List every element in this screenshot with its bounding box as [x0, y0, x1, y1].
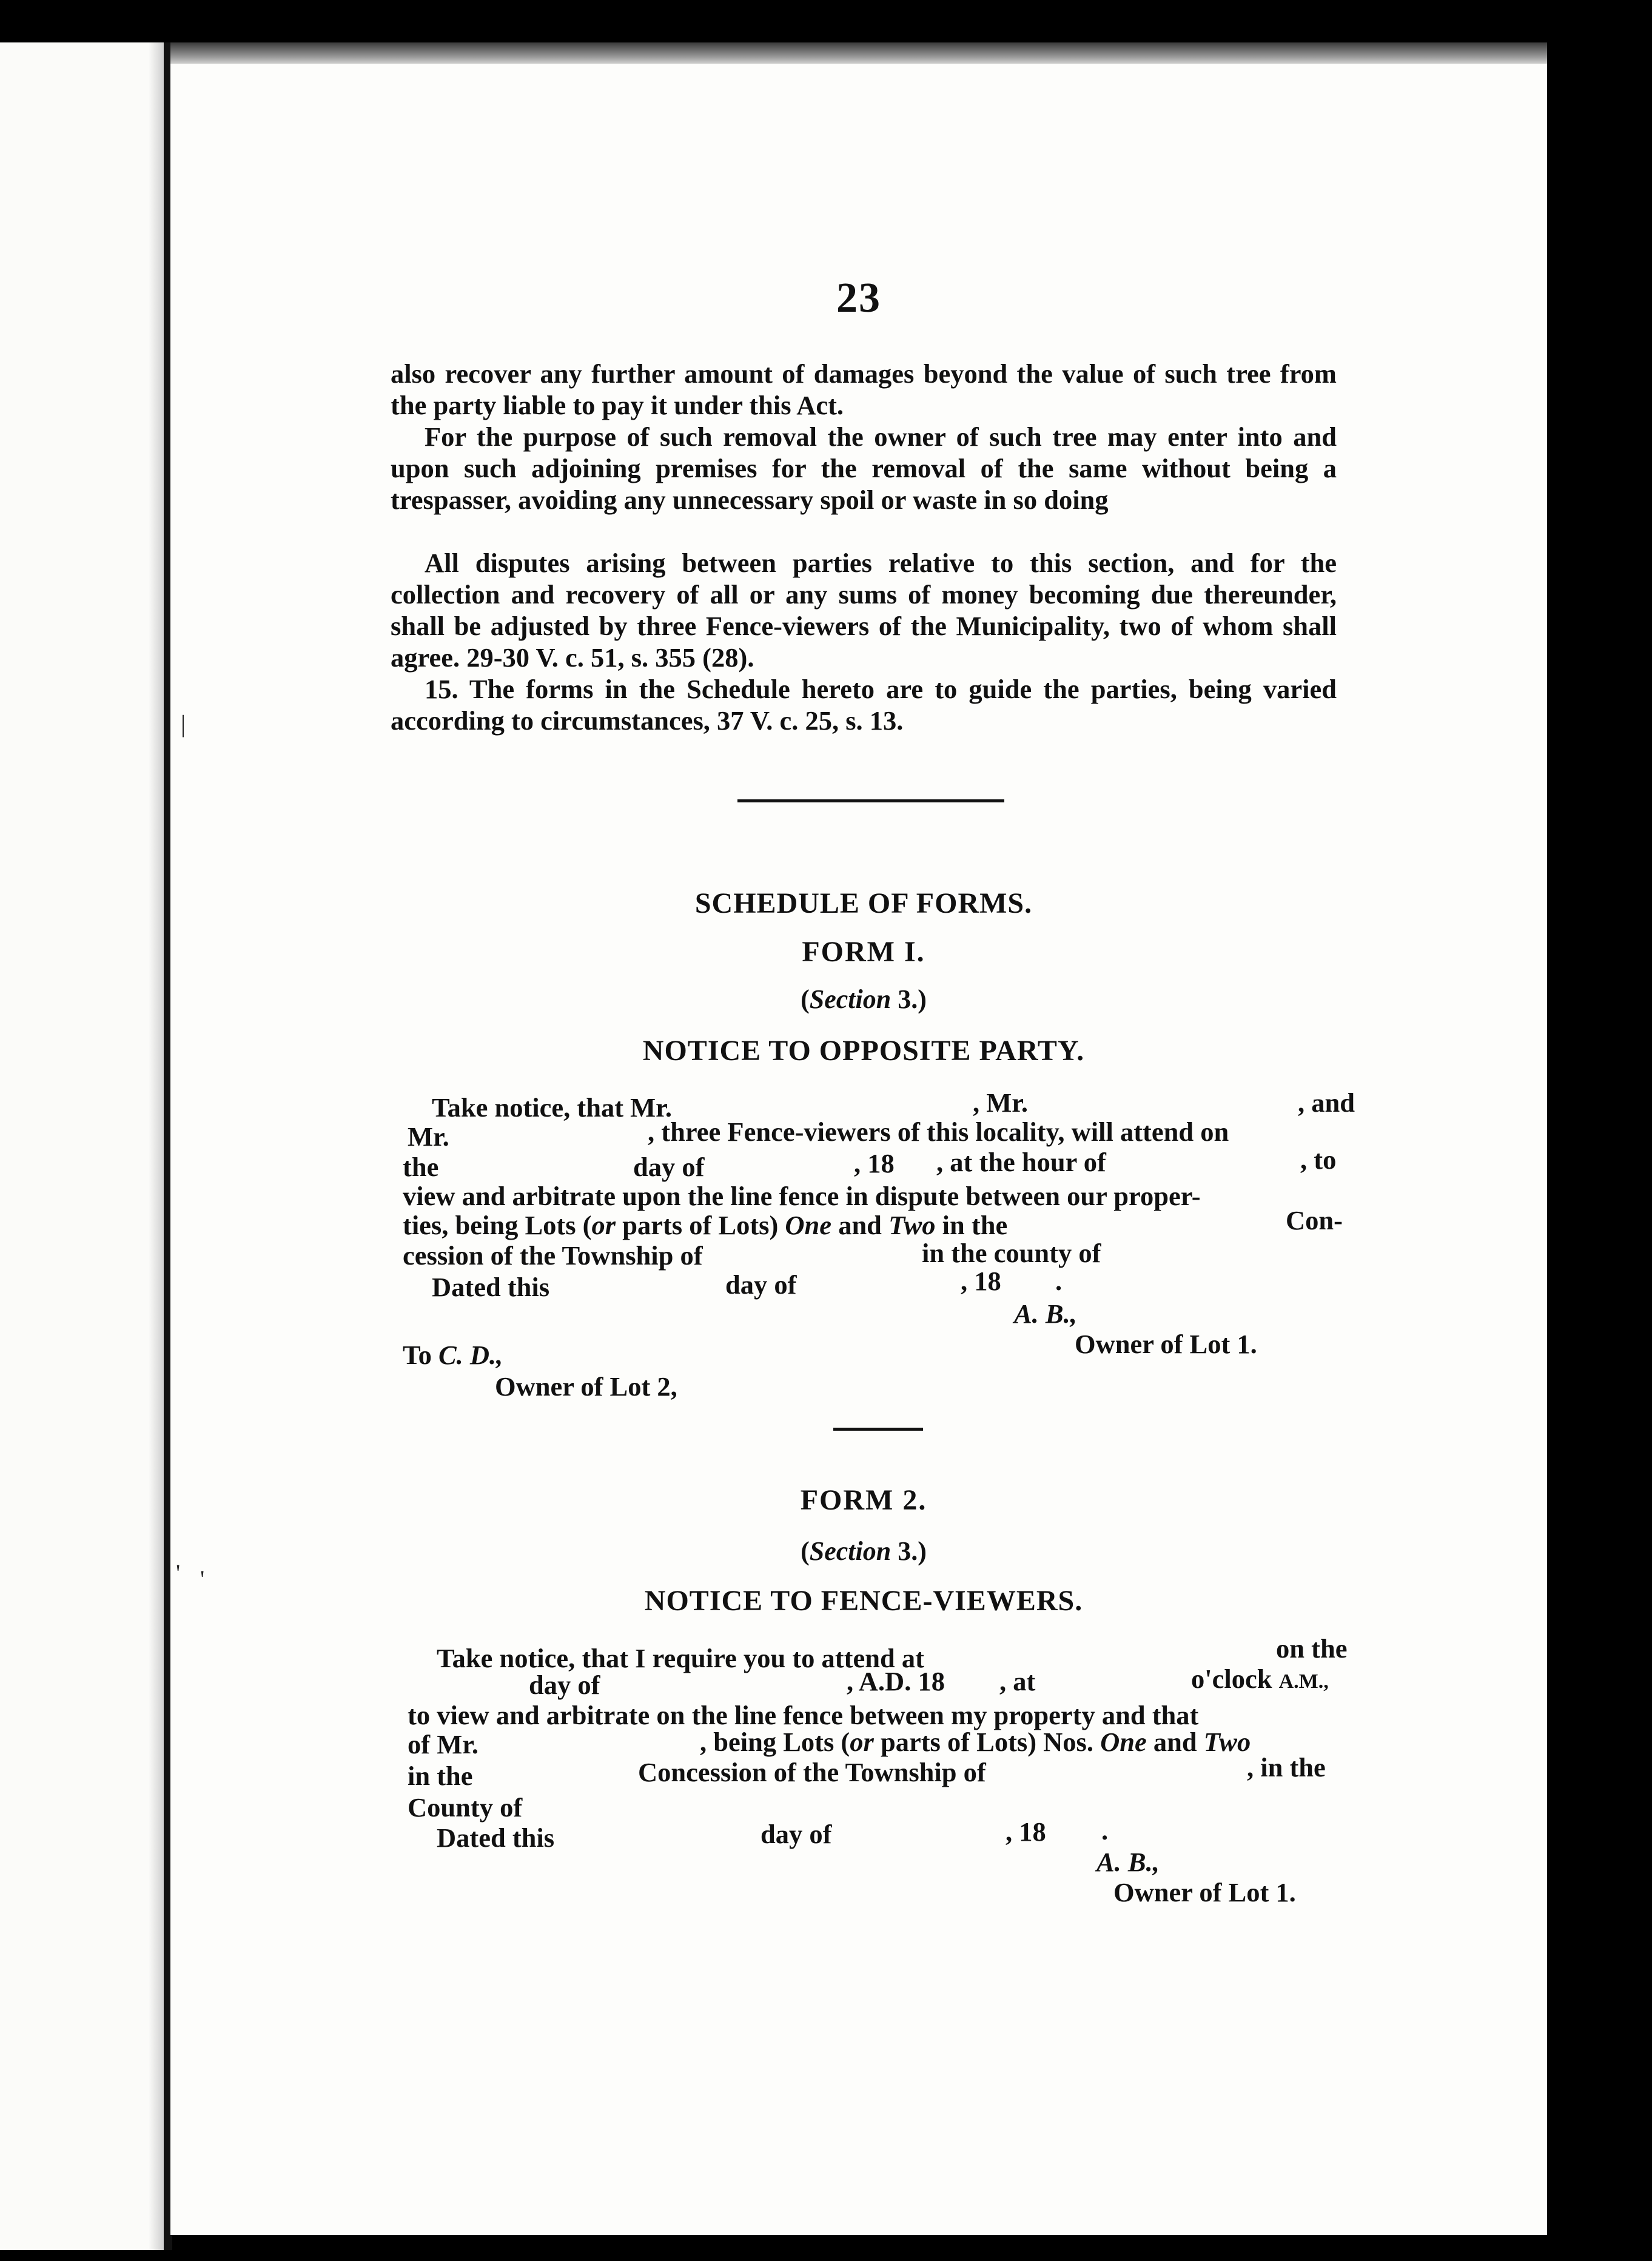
form2-owner-lot1: Owner of Lot 1. — [1113, 1877, 1296, 1907]
form1-text: , 18 — [854, 1148, 895, 1178]
form1-text: day of — [725, 1269, 797, 1300]
form1-text: cession of the Township of — [403, 1240, 703, 1271]
form1-owner-lot1: Owner of Lot 1. — [1075, 1329, 1257, 1359]
form2-section-ref: (Section 3.) — [801, 1536, 927, 1566]
form2-text: , A.D. 18 — [847, 1666, 945, 1696]
form1-section-ref: (Section 3.) — [801, 984, 927, 1014]
form1-text: , and — [1298, 1087, 1355, 1118]
form1-text: Con- — [1286, 1205, 1343, 1235]
margin-mark: | — [181, 710, 186, 737]
form2-title: FORM 2. — [800, 1484, 927, 1516]
form2-text: day of — [761, 1819, 832, 1849]
form2-text: , in the — [1247, 1752, 1326, 1782]
form2-text: , at — [999, 1666, 1036, 1696]
form1-signature: A. B., — [1014, 1298, 1077, 1329]
section-divider — [737, 799, 1004, 802]
page-number: 23 — [836, 275, 881, 321]
form2-text: to view and arbitrate on the line fence between my property and that — [408, 1700, 1199, 1730]
form1-text: Take notice, that Mr. — [432, 1092, 672, 1123]
margin-mark: ' — [176, 1559, 181, 1587]
form1-text: , to — [1300, 1144, 1337, 1175]
form1-text: Dated this — [432, 1272, 550, 1302]
form2-text: o'clock A.M., — [1191, 1664, 1329, 1694]
form1-text: , three Fence-viewers of this locality, will attend on — [648, 1117, 1229, 1147]
form1-text: view and arbitrate upon the line fence in dispute between our proper- — [403, 1181, 1201, 1211]
form1-text: , at the hour of — [936, 1147, 1106, 1177]
margin-mark: ' — [200, 1565, 205, 1593]
form1-text: , Mr. — [973, 1087, 1029, 1118]
facing-page-edge — [0, 42, 164, 2250]
form1-text: day of — [633, 1152, 705, 1182]
form2-heading: NOTICE TO FENCE-VIEWERS. — [644, 1585, 1083, 1617]
form1-text: ties, being Lots (or parts of Lots) One and Two in the — [403, 1210, 1008, 1240]
form1-text: in the county of — [922, 1238, 1101, 1268]
form1-owner-lot2: Owner of Lot 2, — [495, 1371, 677, 1402]
scan-top-edge — [170, 42, 1547, 67]
section-15-paragraph: 15. The forms in the Schedule hereto are to guide the parties, being varied according to circumstances, 37 V. c. 25, s. 13. — [391, 674, 1337, 736]
form1-text: Mr. — [408, 1121, 449, 1152]
form2-text: , being Lots (or parts of Lots) Nos. One and Two — [700, 1727, 1251, 1757]
form2-text: Dated this — [437, 1823, 555, 1853]
form1-text: . — [1055, 1266, 1063, 1296]
form1-title: FORM I. — [802, 936, 925, 968]
form2-text: , 18 — [1006, 1816, 1046, 1847]
form1-addressee: To C. D., — [403, 1340, 503, 1370]
form2-text: of Mr. — [408, 1729, 478, 1759]
form2-text: day of — [529, 1670, 600, 1700]
form2-signature: A. B., — [1096, 1847, 1160, 1877]
form-divider — [833, 1428, 923, 1431]
form2-text: County of — [408, 1792, 523, 1823]
form2-text: Take notice, that I require you to attend at — [437, 1643, 924, 1673]
form1-text: the — [403, 1152, 439, 1182]
disputes-paragraph: All disputes arising between parties relative to this section, and for the collection and recovery of all or any sums of money becoming due thereunder, shall be adjusted by three Fence-viewers of the Municipality, two of whom shall agree. 29-30 V. c. 51, s. 355 (28). — [391, 548, 1337, 673]
facing-page-shadow — [149, 42, 164, 2250]
schedule-title: SCHEDULE OF FORMS. — [694, 887, 1033, 919]
continuation-paragraph: also recover any further amount of damages beyond the value of such tree from the party liable to pay it under this Act. — [391, 358, 1337, 420]
form2-text: on the — [1276, 1633, 1348, 1664]
form2-text: in the — [408, 1761, 473, 1791]
form2-text: Concession of the Township of — [638, 1757, 986, 1787]
removal-paragraph: For the purpose of such removal the owner of such tree may enter into and upon such adjoining premises for the removal of the same without being a trespasser, avoiding any unnecessary spoil or waste in so doing — [391, 422, 1337, 515]
form2-text: . — [1101, 1815, 1109, 1846]
form1-text: , 18 — [961, 1266, 1001, 1296]
form1-heading: NOTICE TO OPPOSITE PARTY. — [642, 1035, 1085, 1067]
